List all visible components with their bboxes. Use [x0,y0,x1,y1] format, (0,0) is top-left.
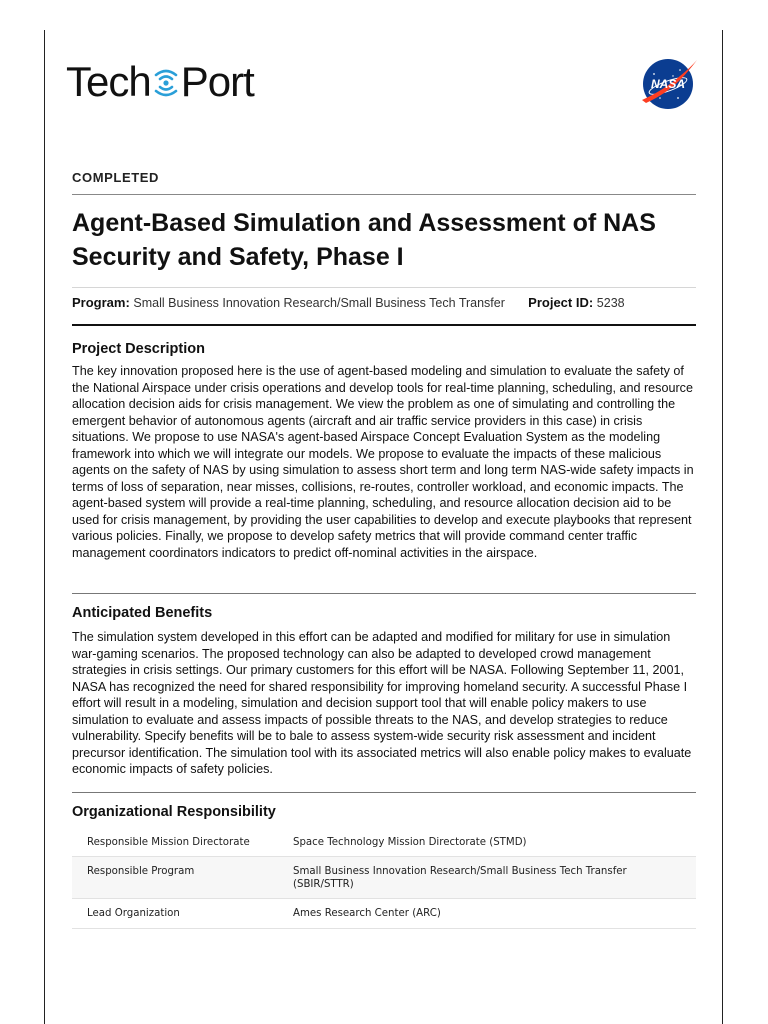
table-row [72,856,696,898]
table-cell-value: Small Business Innovation Research/Small Business Tech Transfer (SBIR/STTR) [293,865,627,890]
divider [72,324,696,326]
project-id-value: 5238 [596,296,625,310]
table-cell-value: Space Technology Mission Directorate (STMD) [293,837,527,848]
document-page [66,0,696,919]
table-cell-value: Ames Research Center (ARC) [293,907,441,919]
table-row [72,898,696,928]
page-header [66,0,696,140]
project-meta [72,295,625,310]
page-border-left [44,30,45,1024]
page-title: Agent-Based Simulation and Assessment of NAS Security and Safety, Phase I [72,209,656,271]
logo-word-left: Tech [66,58,151,105]
logo-word-right: Port [180,58,254,105]
divider [72,792,696,793]
table-cell-key: Responsible Program [87,865,195,877]
nasa-meatball-icon [640,56,698,110]
divider [72,194,696,195]
divider [72,593,696,594]
table-cell-key: Responsible Mission Directorate [87,837,250,848]
project-description-text: The key innovation proposed here is the use of agent-based modeling and simulation to evaluate the safety of the National Airspace under crisis operations and develop tools for real-time planning, scheduling, and resource allocation decision aids for crisis management. We view the problem as one of simulating and controlling the emergent behavior of autonomous agents (aircraft and air traffic service providers in this case) in crisis situations. We propose to use NASA's agent-based Airspace Concept Evaluation System as the modeling framework into which we will integrate our models. We propose to evaluate the impacts of these malicious agents on the safety of NAS by using simulation to assess short term and long term NAS-wide safety impacts in terms of loss of separation, near misses, collisions, re-routes, controller workload, and economic impacts. The agent-based system will provide a real-time planning, scheduling, and resource allocation decision aid to be used for crisis management, by providing the user capabilities to develop and execute playbooks that represent various policies. Finally, we propose to develop safety metrics that will provide command center traffic management coordinators indicators to predict off-nominal activities in the airspace. [72,364,694,560]
divider [72,287,696,288]
techport-logo[interactable] [66,58,254,106]
anticipated-benefits-heading: Anticipated Benefits [72,605,213,621]
status-label: COMPLETED [72,170,160,185]
program-value: Small Business Innovation Research/Small Business Tech Transfer [133,296,505,310]
organizational-responsibility-heading: Organizational Responsibility [72,804,276,820]
signal-icon [152,62,180,102]
table-cell-key: Lead Organization [87,907,180,919]
svg-text:NASA: NASA [650,77,686,91]
program-label: Program: [72,295,130,310]
project-description-heading: Project Description [72,341,205,357]
table-row [72,826,696,856]
organizational-responsibility-table [72,826,696,929]
page-border-right [722,30,723,1024]
project-id-label: Project ID: [528,295,594,310]
anticipated-benefits-text: The simulation system developed in this effort can be adapted and modified for military for use in simulation war-gaming scenarios. The proposed technology can also be adapted to developed crowd management strategies in crisis settings. Our primary customers for this effort will be NASA. Following September 11, 2001, NASA has recognized the need for shared responsibility for improving homeland security. A successful Phase I effort will result in a modeling, simulation and decision support tool that will enable policy makers to use simulation to evaluate and assess impacts of possible threats to the NAS, and develop strategies to reduce vulnerability. Specify benefits will be to bale to assess system-wide security risk assessment and incident precursor identification. The simulation tool with its associated metrics will also enable policy makes to evaluate economic impacts of safety policies. [72,630,692,776]
